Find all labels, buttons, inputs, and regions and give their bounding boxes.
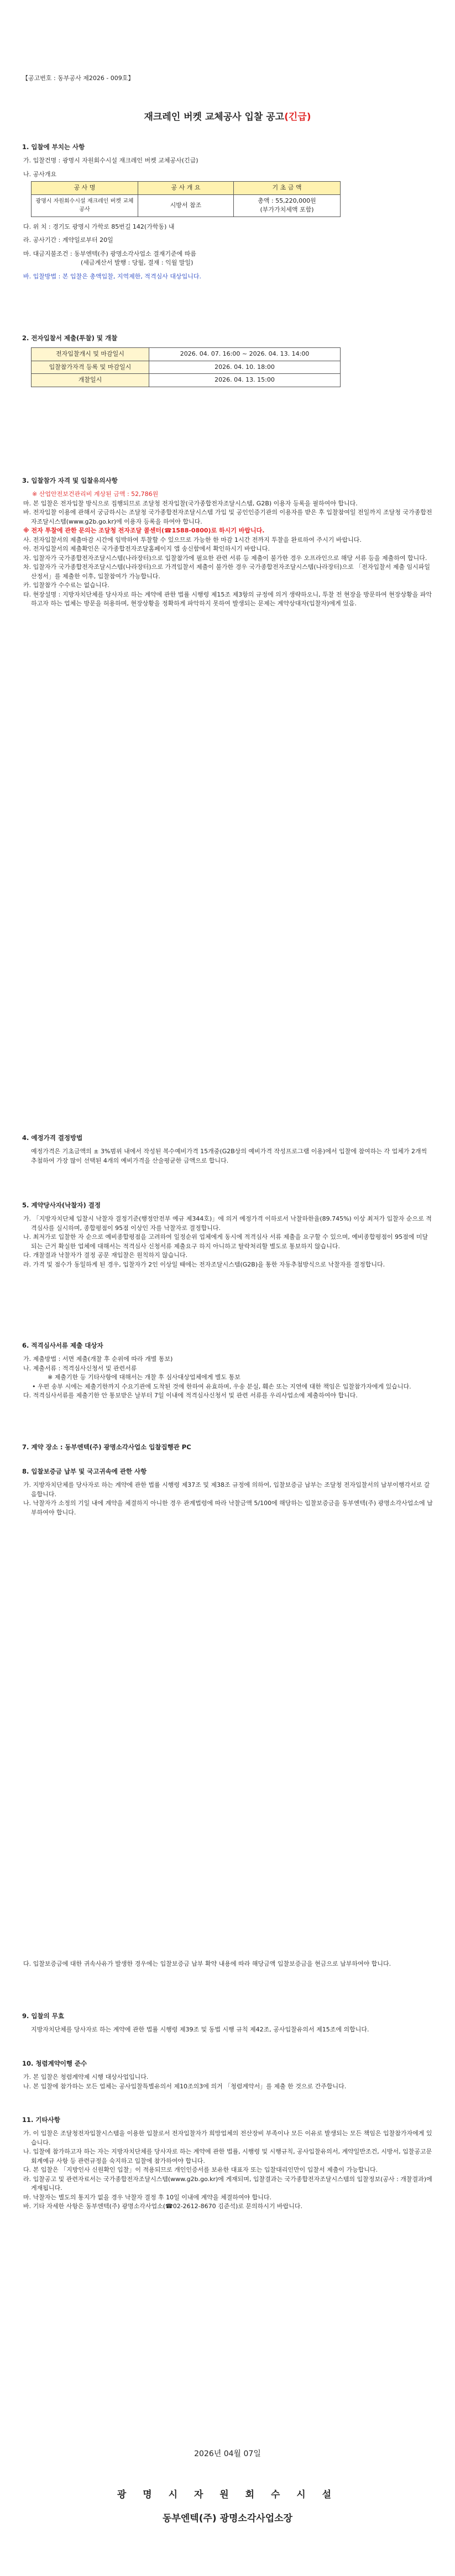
s6-note-1: ※ 제출기한 등 기타사항에 대해서는 개찰 후 심사대상업체에게 별도 통보	[48, 1374, 240, 1381]
s1-ba: 바. 입찰방법 : 본 입찰은 총액입찰, 지역제한, 적격심사 대상입니다.	[23, 272, 201, 280]
s6-na: 나. 제출서류 : 적격심사신청서 및 관련서류	[23, 1364, 137, 1372]
th-amount: 기 초 금 액	[234, 182, 341, 195]
section-1	[22, 142, 433, 281]
page-title	[0, 110, 455, 125]
s1-da: 다. 위 치 : 경기도 광명시 가학로 85번길 142(가학동) 내	[23, 223, 175, 230]
s6-note-2: • 우편 송부 시에는 제출기한까지 수요기관에 도착된 것에 한하여 유효하며, 우송 분실, 훼손 또는 지연에 대한 책임은 입찰참가자에게 있습니다.	[32, 1382, 411, 1390]
s10-na: 나. 본 입찰에 참가하는 모든 업체는 공사입찰특별유의서 제10조의3에 의거 「청렴계약서」를 제출 한 것으로 간주합니다.	[23, 2082, 347, 2090]
s8-na: 나. 낙찰자가 소정의 기일 내에 계약을 체결하지 아니한 경우 관계법령에 따라 낙찰금액 5/100에 해당하는 입찰보증금을 동부엔텍(주) 광명소각사업소에 납부하여야 합니다.	[23, 1500, 433, 1516]
s8-da: 다. 입찰보증금에 대한 귀속사유가 발생한 경우에는 입찰보증금 납부 확약 내용에 따라 해당금액 입찰보증금을 현금으로 납부하여야 합니다.	[23, 1960, 391, 1967]
s1-ga: 가. 입찰건명 : 광명시 자원회수시설 재크레인 버켓 교체공사(긴급)	[23, 157, 198, 165]
section-3-heading: 3. 입찰참가 자격 및 입찰유의사항	[22, 477, 118, 484]
s3-safety-note: ※ 산업안전보건관리비 계상된 금액 : 52,786원	[32, 490, 159, 498]
schedule-label-2: 입찰참가자격 등록 및 마감일시	[32, 361, 149, 374]
schedule-value-1: 2026. 04. 07. 16:00 ~ 2026. 04. 13. 14:00	[149, 348, 341, 361]
section-5-heading: 5. 계약당사자(낙찰자) 결정	[22, 1201, 101, 1209]
section-2	[22, 334, 433, 387]
td-amount-line1: 총액 : 55,220,000원	[258, 197, 316, 204]
schedule-label-1: 전자입찰개시 및 마감일시	[32, 348, 149, 361]
td-name: 광명시 자원회수시설 재크레인 버켓 교체공사	[32, 194, 138, 217]
s11-ra: 라. 입찰공고 및 관련자료서는 국가종합전자조달시스템(www.g2b.go.kr)에 게재되며, 입찰결과는 국가종합전자조달시스템의 입찰정보(공사 : 개찰결과)에 게재됩니다.	[23, 2175, 432, 2192]
s11-na: 나. 입찰에 참가하고자 하는 자는 지방자치단체를 당사자로 하는 계약에 관한 법률, 시행령 및 시행규칙, 공사입찰유의서, 계약일반조건, 시방서, 입찰공고문 회계예규 사항 등 관련규정을 숙지하고 입찰에 참가하여야 합니다.	[23, 2148, 432, 2165]
section-3	[22, 476, 433, 609]
section-9-heading: 9. 입찰의 무효	[22, 2012, 64, 2020]
s3-ka: 카. 입찰참가 수수료는 없습니다.	[23, 582, 109, 589]
td-summary: 시방서 참조	[138, 194, 234, 217]
section-10-heading: 10. 청렴계약이행 준수	[22, 2060, 87, 2067]
s4-body: 예정가격은 기초금액의 ± 3%범위 내에서 작성된 복수예비가격 15개중(G2B상의 예비가격 작성프로그램 이용)에서 입찰에 참여하는 각 업체가 2개씩 추첨하여 가장 많이 선택된 4개의 예비가격을 산술평균한 금액으로 합니다.	[31, 1148, 427, 1164]
s8-ga: 가. 지방자치단체를 당사자로 하는 계약에 관한 법률 시행령 제37조 및 제38조 규정에 의하여, 입찰보증금 납부는 조달청 전자입찰서의 납부이행각서로 갈음합니다.	[23, 1481, 430, 1498]
s6-ga: 가. 제출방법 : 서면 제출(개찰 후 순위에 따라 개별 통보)	[23, 1355, 173, 1363]
s3-ja: 자. 입찰자가 국가종합전자조달시스템(나라장터)으로 입찰참가에 필요한 관련 서류 등 제출이 불가한 경우 오프라인으로 해당 서류 등을 제출하여 합니다.	[23, 554, 427, 562]
section-10	[22, 2059, 433, 2091]
bid-schedule-table	[31, 347, 341, 387]
section-1-heading: 1. 입찰에 부치는 사항	[22, 143, 85, 151]
notice-date: 2026년 04월 07일	[194, 2450, 261, 2458]
schedule-value-3: 2026. 04. 13. 15:00	[149, 374, 341, 387]
section-11	[22, 2115, 433, 2211]
s3-callcenter-warning: ※ 전자 투찰에 관한 문의는 조달청 전자조달 콜센터(☎1588-0800)로 하시기 바랍니다.	[23, 527, 265, 535]
s5-ra: 라. 가격 및 점수가 동일하게 된 경우, 입찰자가 2인 이상일 때에는 전자조달시스템(G2B)을 통한 자동추첨방식으로 낙찰자를 결정합니다.	[23, 1260, 385, 1268]
s3-ta: 타. 현장설명 : 지방자치단체를 당사자로 하는 계약에 관한 법률 시행령 제15조 제3항의 규정에 의거 생략하오니, 투찰 전 현장을 방문하여 현장상황을 파악하고자 하는 업체는 방문을 허용하며, 현장상황을 정확하게 파악하지 못하여 발생되는 문제는 계약상대자(입찰자)에게 있음.	[23, 590, 432, 608]
th-name: 공 사 명	[32, 182, 138, 195]
s1-ra: 라. 공사기간 : 계약일로부터 20일	[23, 236, 113, 244]
s3-ma: 마. 본 입찰은 전자입찰 방식으로 집행되므로 조달청 전자입찰(국가종합전자조달시스템, G2B) 이용자 등록을 필하여야 합니다.	[23, 499, 358, 507]
section-4	[22, 1133, 433, 1165]
s1-na: 나. 공사개요	[23, 170, 57, 178]
schedule-value-2: 2026. 04. 10. 18:00	[149, 361, 341, 374]
notice-number: 【공고번호 : 동부공사 제2026 - 009호】	[22, 75, 134, 82]
s10-ga: 가. 본 입찰은 청렴계약제 시행 대상사업입니다.	[23, 2073, 149, 2081]
section-6	[22, 1341, 433, 1401]
section-6-heading: 6. 적격심사서류 제출 대상자	[22, 1342, 103, 1349]
section-9	[22, 2012, 433, 2035]
title-main: 재크레인 버켓 교체공사 입찰 공고	[144, 112, 285, 123]
s11-ma: 마. 낙찰자는 별도의 통지가 없을 경우 낙찰자 결정 후 10일 이내에 계약을 체결하여야 합니다.	[23, 2193, 271, 2201]
s3-ba: 바. 전자입찰 이용에 관해서 궁금하시는 조달청 국가종합전자조달시스템 가입 및 공인인증기관의 이용자를 받은 후 입찰참여일 전일까지 조달청 국가종합전자조달시스템(www.g2b.go.kr)에 이용자 등록을 하여야 합니다.	[23, 509, 432, 525]
td-amount-line2: (부가가치세액 포함)	[260, 206, 314, 214]
s5-ga: 가. 「지방자치단체 입찰시 낙찰자 결정기준(행정안전부 예규 제344호)」에 의거 예정가격 이하로서 낙찰하한율(89.745%) 이상 최저가 입찰자 순으로 적격심사를 실시하며, 종합평점이 95점 이상인 자를 낙찰자로 결정합니다.	[23, 1215, 432, 1232]
schedule-label-3: 개찰일시	[32, 374, 149, 387]
s9-body: 지방자치단체를 당사자로 하는 계약에 관한 법률 시행령 제39조 및 동법 시행 규칙 제42조, 공사입찰유의서 제15조에 의합니다.	[31, 2026, 369, 2034]
section-8	[22, 1467, 433, 1517]
section-7	[22, 1443, 433, 1456]
s3-cha: 차. 입찰자가 국가종합전자조달시스템(나라장터)으로 가격입찰서 제출이 불가한 경우 국가종합전자조달시스템(나라장터)으로 「전자입찰서 제출 임시파일 산정서」를 제출한 이후, 입찰참여가 가능합니다.	[23, 563, 431, 580]
td-amount	[234, 194, 341, 217]
s5-da: 다. 개찰결과 낙찰자가 결정 공문 재입찰은 원칙하지 않습니다.	[23, 1252, 188, 1259]
issuer-manager: 동부엔텍(주) 광명소각사업소장	[163, 2513, 292, 2524]
s1-ma2: (세금계산서 발행 : 당월, 결재 : 익월 말일)	[81, 259, 193, 267]
issuer-facility: 광 명 시 자 원 회 수 시 설	[117, 2489, 338, 2500]
th-summary: 공 사 개 요	[138, 182, 234, 195]
section-2-heading: 2. 전자입찰서 제출(투찰) 및 개찰	[22, 334, 118, 342]
section-8-heading: 8. 입찰보증금 납부 및 국고귀속에 관한 사항	[22, 1468, 147, 1475]
section-4-heading: 4. 예정가격 결정방법	[22, 1134, 83, 1142]
s1-ma1: 마. 대금지불조건 : 동부엔텍(주) 광명소각사업소 결재기준에 따름	[23, 250, 197, 257]
s5-na: 나. 최저가로 입찰한 자 순으로 예비종합평점을 고려하여 일정순위 업체에게 동시에 적격심사 서류 제출을 요구할 수 있으며, 예비종합평점이 95점에 미달되는 근거 확실한 업체에 대해서는 적격심사 신청서류 제출요구 하지 아니하고 탈락처리할 별도로 통보하지 않습니다.	[23, 1233, 428, 1250]
s3-ah: 아. 전자입찰서의 제출확인은 국가종합전자조달홈페이지 앱 송신함에서 확인하시기 바랍니다.	[23, 545, 270, 553]
project-table	[31, 181, 341, 217]
title-urgent-tag: (긴급)	[284, 112, 311, 123]
section-5	[22, 1201, 433, 1269]
s11-ga: 가. 이 입찰은 조달청전자입찰시스템을 이용한 입찰로서 전자입찰자가 희망업체의 전산장비 부족이나 모든 이유로 발생되는 모든 책임은 입찰참가자에게 있습니다.	[23, 2130, 432, 2146]
s3-sa: 사. 전자입찰서의 제출마감 시간에 임박하여 투찰할 수 있으므로 가능한 한 마감 1시간 전까지 투찰을 완료하여 주시기 바랍니다.	[23, 536, 362, 543]
s6-da: 다. 적격심사서류를 제출기한 안 통보받은 날부터 7일 이내에 적격심사신청서 및 관련 서류를 우리사업소에 제출하여야 합니다.	[23, 1392, 358, 1400]
s11-da: 다. 본 입찰은 「지방인사 신원확인 입찰」이 적용되므로 개인인증서를 보유한 대표자 또는 입찰대리인만이 입찰서 제출이 가능합니다.	[23, 2166, 378, 2174]
section-8-cont	[22, 1960, 433, 1969]
section-11-heading: 11. 기타사항	[22, 2116, 60, 2124]
section-7-heading: 7. 계약 장소 : 동부엔텍(주) 광명소각사업소 입찰집행관 PC	[22, 1443, 191, 1451]
s11-ba: 바. 기타 자세한 사항은 동부엔텍(주) 광명소각사업소(☎02-2612-8670 김준석)로 문의하시기 바랍니다.	[23, 2203, 303, 2210]
